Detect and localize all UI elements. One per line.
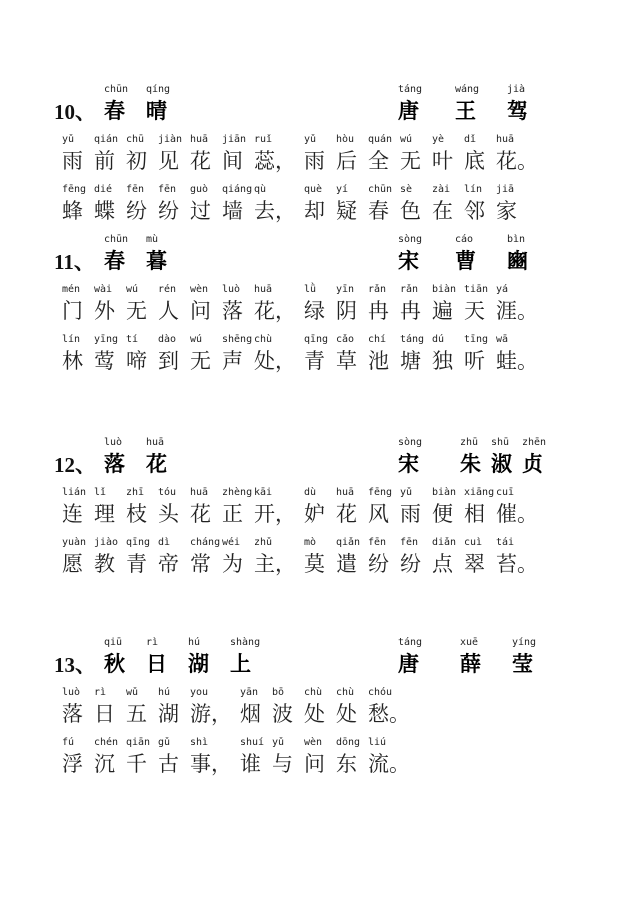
hanzi: 遍 — [432, 299, 453, 323]
pinyin: táng — [400, 334, 425, 345]
pinyin: qiǎn — [336, 537, 361, 548]
hanzi: 邻 — [464, 199, 485, 223]
hanzi: 林 — [62, 349, 83, 373]
hanzi: 问 — [190, 299, 211, 323]
pinyin: què — [304, 184, 323, 195]
hanzi: 初 — [126, 149, 147, 173]
hanzi: 宋 — [398, 452, 419, 476]
pinyin: yǔ — [400, 487, 413, 498]
hanzi: 听 — [464, 349, 485, 373]
pinyin: dié — [94, 184, 113, 195]
pinyin: yè — [432, 134, 445, 145]
pinyin: chūn — [104, 84, 129, 95]
hanzi: 无 — [400, 149, 421, 173]
hanzi: 千 — [126, 752, 147, 776]
pinyin: sè — [400, 184, 413, 195]
pinyin: tí — [126, 334, 139, 345]
pinyin: mò — [304, 537, 317, 548]
pinyin: tiān — [464, 284, 489, 295]
hanzi: 催。 — [496, 502, 538, 526]
pinyin: qiū — [104, 637, 123, 648]
hanzi: 薛 — [460, 652, 481, 676]
pinyin: fú — [62, 737, 75, 748]
hanzi: 上 — [230, 652, 251, 676]
hanzi: 翠 — [464, 552, 485, 576]
hanzi: 波 — [272, 702, 293, 726]
pinyin: fēn — [158, 184, 177, 195]
pinyin: lián — [62, 487, 87, 498]
pinyin: tóu — [158, 487, 177, 498]
pinyin: zhǔ — [254, 537, 273, 548]
poem-number: 11、 — [54, 250, 95, 274]
hanzi: 无 — [190, 349, 211, 373]
hanzi: 过 — [190, 199, 211, 223]
hanzi: 头 — [158, 502, 179, 526]
hanzi: 朱 — [460, 452, 481, 476]
pinyin: wú — [400, 134, 413, 145]
hanzi: 花 — [190, 149, 211, 173]
pinyin: fēng — [62, 184, 87, 195]
pinyin: yí — [336, 184, 349, 195]
pinyin: sòng — [398, 234, 423, 245]
hanzi: 湖 — [158, 702, 179, 726]
pinyin: chūn — [104, 234, 129, 245]
hanzi: 日 — [94, 702, 115, 726]
pinyin: chóu — [368, 687, 393, 698]
pinyin: luò — [62, 687, 81, 698]
pinyin: fēn — [368, 537, 387, 548]
pinyin: qù — [254, 184, 267, 195]
hanzi: 色 — [400, 199, 421, 223]
pinyin: luò — [104, 437, 123, 448]
hanzi: 驾 — [507, 99, 528, 123]
pinyin: zài — [432, 184, 451, 195]
pinyin: qíng — [146, 84, 171, 95]
pinyin: dǐ — [464, 134, 477, 145]
hanzi: 贞 — [522, 452, 543, 476]
hanzi: 点 — [432, 552, 453, 576]
hanzi: 处 — [304, 702, 325, 726]
pinyin: wáng — [455, 84, 480, 95]
pinyin: biàn — [432, 487, 457, 498]
pinyin: mù — [146, 234, 159, 245]
hanzi: 游， — [190, 702, 232, 726]
hanzi: 阴 — [336, 299, 357, 323]
pinyin: dào — [158, 334, 177, 345]
hanzi: 相 — [464, 502, 485, 526]
hanzi: 花 — [146, 452, 167, 476]
hanzi: 花， — [254, 299, 296, 323]
hanzi: 到 — [158, 349, 179, 373]
pinyin: jiā — [496, 184, 515, 195]
pinyin: bō — [272, 687, 285, 698]
poem-number: 10、 — [54, 100, 96, 124]
pinyin: quán — [368, 134, 393, 145]
pinyin: hú — [188, 637, 201, 648]
pinyin: lín — [62, 334, 81, 345]
pinyin: chūn — [368, 184, 393, 195]
hanzi: 谁 — [240, 752, 261, 776]
hanzi: 淑 — [491, 452, 512, 476]
hanzi: 涯。 — [496, 299, 538, 323]
pinyin: chù — [336, 687, 355, 698]
pinyin: dú — [432, 334, 445, 345]
pinyin: kāi — [254, 487, 273, 498]
hanzi: 东 — [336, 752, 357, 776]
pinyin: wài — [94, 284, 113, 295]
pinyin: jià — [507, 84, 526, 95]
hanzi: 豳 — [507, 249, 528, 273]
pinyin: sòng — [398, 437, 423, 448]
hanzi: 莫 — [304, 552, 325, 576]
hanzi: 愿 — [62, 552, 83, 576]
pinyin: zhū — [460, 437, 479, 448]
pinyin: wǔ — [126, 687, 139, 698]
pinyin: huā — [190, 487, 209, 498]
pinyin: fēng — [368, 487, 393, 498]
pinyin: hòu — [336, 134, 355, 145]
pinyin: qián — [94, 134, 119, 145]
pinyin: qiān — [126, 737, 151, 748]
hanzi: 无 — [126, 299, 147, 323]
pinyin: dōng — [336, 737, 361, 748]
hanzi: 雨 — [400, 502, 421, 526]
hanzi: 春 — [368, 199, 389, 223]
pinyin: cáo — [455, 234, 474, 245]
pinyin: chén — [94, 737, 119, 748]
hanzi: 人 — [158, 299, 179, 323]
hanzi: 连 — [62, 502, 83, 526]
hanzi: 雨 — [62, 149, 83, 173]
hanzi: 间 — [222, 149, 243, 173]
hanzi: 与 — [272, 752, 293, 776]
pinyin: wèn — [190, 284, 209, 295]
pinyin: dù — [304, 487, 317, 498]
hanzi: 蕊， — [254, 149, 296, 173]
pinyin: mén — [62, 284, 81, 295]
pinyin: yān — [240, 687, 259, 698]
pinyin: qīng — [126, 537, 151, 548]
pinyin: xiāng — [464, 487, 495, 498]
pinyin: yǔ — [62, 134, 75, 145]
hanzi: 唐 — [398, 99, 419, 123]
hanzi: 外 — [94, 299, 115, 323]
pinyin: cuī — [496, 487, 515, 498]
pinyin: rì — [146, 637, 159, 648]
pinyin: chí — [368, 334, 387, 345]
pinyin: wā — [496, 334, 509, 345]
hanzi: 古 — [158, 752, 179, 776]
pinyin: rén — [158, 284, 177, 295]
hanzi: 莹 — [512, 652, 533, 676]
hanzi: 去， — [254, 199, 296, 223]
pinyin: fēn — [126, 184, 145, 195]
pinyin: guò — [190, 184, 209, 195]
pinyin: chù — [254, 334, 273, 345]
hanzi: 曹 — [455, 249, 476, 273]
pinyin: huā — [254, 284, 273, 295]
hanzi: 蛙。 — [496, 349, 538, 373]
pinyin: rǎn — [400, 284, 419, 295]
hanzi: 处 — [336, 702, 357, 726]
hanzi: 湖 — [188, 652, 209, 676]
pinyin: shuí — [240, 737, 265, 748]
hanzi: 教 — [94, 552, 115, 576]
hanzi: 愁。 — [368, 702, 410, 726]
hanzi: 底 — [464, 149, 485, 173]
hanzi: 遣 — [336, 552, 357, 576]
hanzi: 沉 — [94, 752, 115, 776]
pinyin: shàng — [230, 637, 261, 648]
hanzi: 花。 — [496, 149, 538, 173]
hanzi: 日 — [146, 652, 167, 676]
hanzi: 墙 — [222, 199, 243, 223]
pinyin: huā — [496, 134, 515, 145]
hanzi: 全 — [368, 149, 389, 173]
hanzi: 正 — [222, 502, 243, 526]
hanzi: 绿 — [304, 299, 325, 323]
hanzi: 家 — [496, 199, 517, 223]
pinyin: shēng — [222, 334, 253, 345]
poem-number: 12、 — [54, 453, 96, 477]
pinyin: chù — [304, 687, 323, 698]
hanzi: 主， — [254, 552, 296, 576]
pinyin: yǔ — [304, 134, 317, 145]
pinyin: xuē — [460, 637, 479, 648]
pinyin: dì — [158, 537, 171, 548]
pinyin: yīn — [336, 284, 355, 295]
hanzi: 为 — [222, 552, 243, 576]
pinyin: táng — [398, 637, 423, 648]
hanzi: 暮 — [146, 249, 167, 273]
pinyin: jiào — [94, 537, 119, 548]
hanzi: 蜂 — [62, 199, 83, 223]
pinyin: liú — [368, 737, 387, 748]
pinyin: yǔ — [272, 737, 285, 748]
hanzi: 天 — [464, 299, 485, 323]
pinyin: huā — [190, 134, 209, 145]
hanzi: 青 — [126, 552, 147, 576]
hanzi: 在 — [432, 199, 453, 223]
pinyin: lín — [464, 184, 483, 195]
pinyin: yíng — [512, 637, 537, 648]
pinyin: wú — [126, 284, 139, 295]
hanzi: 枝 — [126, 502, 147, 526]
pinyin: wú — [190, 334, 203, 345]
hanzi: 叶 — [432, 149, 453, 173]
hanzi: 春 — [104, 249, 125, 273]
pinyin: wèn — [304, 737, 323, 748]
hanzi: 前 — [94, 149, 115, 173]
hanzi: 常 — [190, 552, 211, 576]
pinyin: tái — [496, 537, 515, 548]
poem-number: 13、 — [54, 653, 96, 677]
pinyin: tīng — [464, 334, 489, 345]
hanzi: 秋 — [104, 652, 125, 676]
pinyin: shì — [190, 737, 209, 748]
pinyin: gǔ — [158, 737, 171, 748]
hanzi: 纷 — [158, 199, 179, 223]
hanzi: 见 — [158, 149, 179, 173]
hanzi: 五 — [126, 702, 147, 726]
hanzi: 花 — [336, 502, 357, 526]
pinyin: ruǐ — [254, 134, 273, 145]
pinyin: luò — [222, 284, 241, 295]
hanzi: 蝶 — [94, 199, 115, 223]
pinyin: huā — [336, 487, 355, 498]
pinyin: rǎn — [368, 284, 387, 295]
pinyin: zhèng — [222, 487, 253, 498]
hanzi: 落 — [104, 452, 125, 476]
hanzi: 便 — [432, 502, 453, 526]
pinyin: zhēn — [522, 437, 547, 448]
pinyin: jiàn — [158, 134, 183, 145]
pinyin: cuì — [464, 537, 483, 548]
pinyin: qiáng — [222, 184, 253, 195]
pinyin: jiān — [222, 134, 247, 145]
hanzi: 冉 — [400, 299, 421, 323]
hanzi: 独 — [432, 349, 453, 373]
hanzi: 池 — [368, 349, 389, 373]
hanzi: 晴 — [146, 99, 167, 123]
hanzi: 王 — [455, 99, 476, 123]
hanzi: 冉 — [368, 299, 389, 323]
pinyin: yuàn — [62, 537, 87, 548]
hanzi: 塘 — [400, 349, 421, 373]
hanzi: 疑 — [336, 199, 357, 223]
pinyin: wéi — [222, 537, 241, 548]
pinyin: cháng — [190, 537, 221, 548]
hanzi: 开， — [254, 502, 296, 526]
hanzi: 苔。 — [496, 552, 538, 576]
pinyin: chū — [126, 134, 145, 145]
hanzi: 处， — [254, 349, 296, 373]
hanzi: 烟 — [240, 702, 261, 726]
pinyin: qīng — [304, 334, 329, 345]
pinyin: you — [190, 687, 209, 698]
hanzi: 纷 — [400, 552, 421, 576]
hanzi: 帝 — [158, 552, 179, 576]
pinyin: hú — [158, 687, 171, 698]
pinyin: lǐ — [94, 487, 107, 498]
hanzi: 理 — [94, 502, 115, 526]
hanzi: 妒 — [304, 502, 325, 526]
hanzi: 青 — [304, 349, 325, 373]
hanzi: 浮 — [62, 752, 83, 776]
hanzi: 啼 — [126, 349, 147, 373]
pinyin: diǎn — [432, 537, 457, 548]
pinyin: lǜ — [304, 284, 317, 295]
hanzi: 却 — [304, 199, 325, 223]
hanzi: 门 — [62, 299, 83, 323]
pinyin: shū — [491, 437, 510, 448]
pinyin: fēn — [400, 537, 419, 548]
hanzi: 唐 — [398, 652, 419, 676]
hanzi: 莺 — [94, 349, 115, 373]
hanzi: 风 — [368, 502, 389, 526]
hanzi: 纷 — [126, 199, 147, 223]
pinyin: cǎo — [336, 334, 355, 345]
hanzi: 落 — [222, 299, 243, 323]
hanzi: 事， — [190, 752, 232, 776]
pinyin: rì — [94, 687, 107, 698]
hanzi: 春 — [104, 99, 125, 123]
hanzi: 草 — [336, 349, 357, 373]
hanzi: 流。 — [368, 752, 410, 776]
pinyin: yīng — [94, 334, 119, 345]
pinyin: biàn — [432, 284, 457, 295]
hanzi: 纷 — [368, 552, 389, 576]
pinyin: táng — [398, 84, 423, 95]
hanzi: 问 — [304, 752, 325, 776]
pinyin: huā — [146, 437, 165, 448]
pinyin: yá — [496, 284, 509, 295]
hanzi: 雨 — [304, 149, 325, 173]
hanzi: 宋 — [398, 249, 419, 273]
hanzi: 声 — [222, 349, 243, 373]
hanzi: 花 — [190, 502, 211, 526]
pinyin: zhī — [126, 487, 145, 498]
hanzi: 后 — [336, 149, 357, 173]
pinyin: bìn — [507, 234, 526, 245]
hanzi: 落 — [62, 702, 83, 726]
